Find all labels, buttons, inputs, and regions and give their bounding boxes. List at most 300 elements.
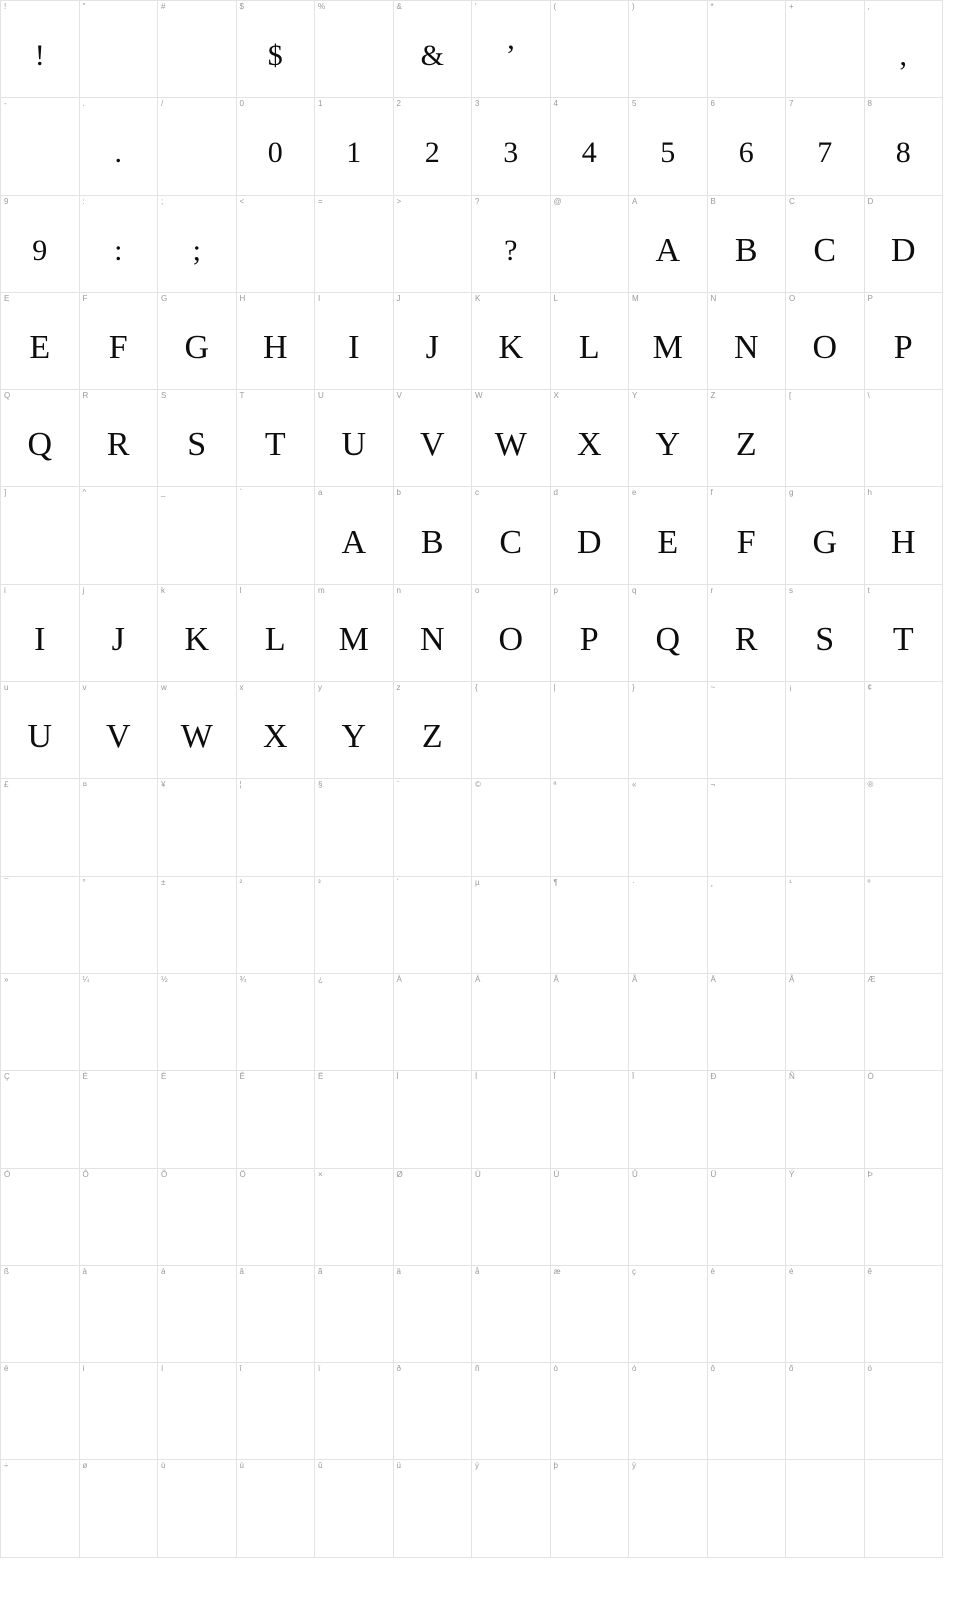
glyph-preview <box>237 487 315 583</box>
glyph-preview: H <box>262 329 288 367</box>
glyph-cell[interactable] <box>158 1266 237 1363</box>
glyph-cell[interactable] <box>315 293 394 390</box>
glyph-cell[interactable] <box>786 1363 865 1460</box>
glyph-cell[interactable] <box>394 1 473 98</box>
glyph-preview: 2 <box>424 136 440 170</box>
glyph-preview <box>551 1266 629 1362</box>
glyph-code-label: 3 <box>475 99 480 109</box>
glyph-code-label: ß <box>4 1266 9 1276</box>
glyph-cell[interactable] <box>472 390 551 487</box>
glyph-code-label: ë <box>4 1364 9 1374</box>
glyph-cell[interactable] <box>472 585 551 682</box>
glyph-code-label: E <box>4 293 10 303</box>
glyph-cell[interactable] <box>315 974 394 1071</box>
glyph-cell[interactable] <box>394 974 473 1071</box>
glyph-code-label: g <box>789 488 794 498</box>
glyph-cell[interactable] <box>315 487 394 584</box>
glyph-cell[interactable] <box>80 390 159 487</box>
glyph-cell[interactable] <box>80 98 159 195</box>
glyph-cell[interactable] <box>158 487 237 584</box>
glyph-cell[interactable] <box>865 1460 944 1557</box>
glyph-cell[interactable] <box>394 682 473 779</box>
glyph-code-label: 0 <box>239 99 244 109</box>
glyph-cell[interactable] <box>708 1169 787 1266</box>
glyph-cell[interactable] <box>394 293 473 390</box>
glyph-cell[interactable] <box>315 1 394 98</box>
glyph-cell[interactable] <box>865 1363 944 1460</box>
glyph-preview: N <box>733 329 759 367</box>
glyph-cell[interactable] <box>551 1363 630 1460</box>
glyph-cell[interactable] <box>865 293 944 390</box>
glyph-cell[interactable] <box>158 779 237 876</box>
glyph-code-label: À <box>396 974 402 984</box>
glyph-cell[interactable] <box>786 974 865 1071</box>
glyph-cell[interactable] <box>394 1169 473 1266</box>
glyph-cell[interactable] <box>865 779 944 876</box>
glyph-cell[interactable] <box>708 1 787 98</box>
glyph-cell[interactable] <box>1 390 80 487</box>
glyph-cell[interactable] <box>786 1266 865 1363</box>
glyph-cell[interactable] <box>472 877 551 974</box>
glyph-cell[interactable] <box>394 487 473 584</box>
glyph-cell[interactable] <box>394 1266 473 1363</box>
glyph-preview <box>80 1363 158 1459</box>
glyph-preview <box>865 877 943 973</box>
glyph-cell[interactable] <box>865 1266 944 1363</box>
glyph-cell[interactable] <box>1 974 80 1071</box>
glyph-cell[interactable] <box>315 1169 394 1266</box>
glyph-cell[interactable] <box>394 1460 473 1557</box>
glyph-cell[interactable] <box>551 877 630 974</box>
glyph-preview: K <box>184 620 210 658</box>
glyph-cell[interactable] <box>472 682 551 779</box>
glyph-cell[interactable] <box>1 1169 80 1266</box>
glyph-preview <box>629 877 707 973</box>
glyph-cell[interactable] <box>786 1071 865 1168</box>
glyph-cell[interactable] <box>551 779 630 876</box>
glyph-cell[interactable] <box>629 1 708 98</box>
glyph-code-label: C <box>789 196 795 206</box>
glyph-preview <box>237 196 315 292</box>
glyph-code-label: J <box>396 293 401 303</box>
glyph-code-label: q <box>632 585 637 595</box>
glyph-code-label: ¯ <box>4 877 9 887</box>
glyph-preview: T <box>892 620 914 658</box>
glyph-preview: , <box>899 39 907 73</box>
glyph-cell[interactable] <box>315 1266 394 1363</box>
glyph-code-label: 8 <box>867 99 872 109</box>
glyph-preview: W <box>494 426 527 464</box>
glyph-preview <box>786 1460 864 1556</box>
glyph-preview: L <box>578 329 600 367</box>
glyph-cell[interactable] <box>394 98 473 195</box>
glyph-cell[interactable] <box>1 293 80 390</box>
glyph-code-label: G <box>161 293 168 303</box>
glyph-code-label: í <box>161 1364 164 1374</box>
glyph-preview <box>551 1460 629 1556</box>
glyph-cell[interactable] <box>786 390 865 487</box>
glyph-cell[interactable] <box>708 293 787 390</box>
glyph-preview: Z <box>421 718 443 756</box>
glyph-cell[interactable] <box>629 877 708 974</box>
glyph-code-label: l <box>239 585 242 595</box>
glyph-cell[interactable] <box>551 196 630 293</box>
glyph-preview <box>315 974 393 1070</box>
glyph-cell[interactable] <box>80 585 159 682</box>
glyph-code-label: ü <box>396 1461 401 1471</box>
glyph-cell[interactable] <box>80 293 159 390</box>
glyph-cell[interactable] <box>394 1071 473 1168</box>
glyph-cell[interactable] <box>629 1363 708 1460</box>
glyph-cell[interactable] <box>237 974 316 1071</box>
glyph-preview: P <box>893 329 913 367</box>
glyph-cell[interactable] <box>472 196 551 293</box>
glyph-cell[interactable] <box>158 1460 237 1557</box>
glyph-cell[interactable] <box>551 585 630 682</box>
glyph-cell[interactable] <box>80 1266 159 1363</box>
glyph-cell[interactable] <box>158 682 237 779</box>
glyph-code-label: V <box>396 391 402 401</box>
glyph-cell[interactable] <box>394 1363 473 1460</box>
glyph-preview <box>158 1 236 97</box>
glyph-cell[interactable] <box>708 1071 787 1168</box>
glyph-preview <box>80 974 158 1070</box>
glyph-cell[interactable] <box>158 390 237 487</box>
glyph-cell[interactable] <box>237 779 316 876</box>
glyph-cell[interactable] <box>394 585 473 682</box>
glyph-cell[interactable] <box>708 390 787 487</box>
glyph-cell[interactable] <box>315 877 394 974</box>
glyph-code-label: P <box>867 293 873 303</box>
glyph-code-label: Þ <box>867 1169 873 1179</box>
glyph-cell[interactable] <box>394 877 473 974</box>
glyph-cell[interactable] <box>1 779 80 876</box>
glyph-code-label: [ <box>789 391 792 401</box>
glyph-cell[interactable] <box>786 98 865 195</box>
glyph-cell[interactable] <box>629 293 708 390</box>
glyph-cell[interactable] <box>158 974 237 1071</box>
glyph-cell[interactable] <box>158 1363 237 1460</box>
glyph-cell[interactable] <box>708 779 787 876</box>
glyph-preview: N <box>419 620 445 658</box>
glyph-preview: O <box>812 329 838 367</box>
glyph-cell[interactable] <box>315 1460 394 1557</box>
glyph-cell[interactable] <box>237 1 316 98</box>
glyph-cell[interactable] <box>80 682 159 779</box>
glyph-code-label: æ <box>553 1266 561 1276</box>
glyph-cell[interactable] <box>80 877 159 974</box>
glyph-cell[interactable] <box>1 487 80 584</box>
glyph-cell[interactable] <box>80 487 159 584</box>
glyph-code-label: R <box>82 391 89 401</box>
glyph-cell[interactable] <box>708 682 787 779</box>
glyph-preview: . <box>114 136 122 170</box>
glyph-cell[interactable] <box>786 1460 865 1557</box>
glyph-cell[interactable] <box>1 1 80 98</box>
glyph-cell[interactable] <box>237 1460 316 1557</box>
glyph-cell[interactable] <box>629 390 708 487</box>
glyph-code-label: 9 <box>4 196 9 206</box>
glyph-preview: B <box>420 523 444 561</box>
glyph-code-label: B <box>710 196 716 206</box>
glyph-code-label: t <box>867 585 870 595</box>
glyph-cell[interactable] <box>629 779 708 876</box>
glyph-cell[interactable] <box>629 585 708 682</box>
glyph-cell[interactable] <box>551 98 630 195</box>
glyph-cell[interactable] <box>1 1071 80 1168</box>
glyph-code-label: ¡ <box>789 683 792 693</box>
glyph-cell[interactable] <box>708 98 787 195</box>
glyph-code-label: d <box>553 488 558 498</box>
glyph-cell[interactable] <box>708 585 787 682</box>
glyph-cell[interactable] <box>315 682 394 779</box>
glyph-cell[interactable] <box>237 1363 316 1460</box>
glyph-code-label: Ë <box>318 1072 324 1082</box>
glyph-cell[interactable] <box>1 1363 80 1460</box>
glyph-code-label: Á <box>475 974 481 984</box>
glyph-cell[interactable] <box>708 877 787 974</box>
glyph-cell[interactable] <box>1 196 80 293</box>
glyph-code-label: ° <box>82 877 86 887</box>
glyph-cell[interactable] <box>1 877 80 974</box>
glyph-cell[interactable] <box>472 974 551 1071</box>
glyph-preview <box>394 1266 472 1362</box>
glyph-cell[interactable] <box>865 1169 944 1266</box>
glyph-cell[interactable] <box>708 974 787 1071</box>
glyph-cell[interactable] <box>629 1460 708 1557</box>
glyph-cell[interactable] <box>551 1071 630 1168</box>
glyph-cell[interactable] <box>315 390 394 487</box>
glyph-cell[interactable] <box>786 779 865 876</box>
glyph-preview <box>315 1071 393 1167</box>
glyph-cell[interactable] <box>80 1363 159 1460</box>
glyph-cell[interactable] <box>708 1460 787 1557</box>
glyph-cell[interactable] <box>551 1 630 98</box>
glyph-preview <box>865 779 943 875</box>
glyph-code-label: < <box>239 196 245 206</box>
glyph-preview: P <box>579 620 599 658</box>
glyph-code-label: £ <box>4 780 9 790</box>
glyph-code-label: ç <box>632 1266 636 1276</box>
glyph-preview: 5 <box>660 136 676 170</box>
glyph-preview: 4 <box>581 136 597 170</box>
glyph-cell[interactable] <box>158 1169 237 1266</box>
glyph-cell[interactable] <box>551 390 630 487</box>
glyph-preview <box>865 1071 943 1167</box>
glyph-cell[interactable] <box>315 1363 394 1460</box>
glyph-preview <box>708 1460 786 1556</box>
glyph-cell[interactable] <box>394 390 473 487</box>
glyph-code-label: x <box>239 683 244 693</box>
glyph-code-label: ² <box>239 877 243 887</box>
glyph-cell[interactable] <box>865 1071 944 1168</box>
glyph-cell[interactable] <box>237 1169 316 1266</box>
glyph-cell[interactable] <box>786 1169 865 1266</box>
glyph-cell[interactable] <box>394 779 473 876</box>
glyph-cell[interactable] <box>237 682 316 779</box>
glyph-preview <box>315 1266 393 1362</box>
glyph-cell[interactable] <box>708 1266 787 1363</box>
glyph-cell[interactable] <box>629 974 708 1071</box>
glyph-cell[interactable] <box>865 974 944 1071</box>
glyph-code-label: ã <box>318 1266 323 1276</box>
glyph-cell[interactable] <box>158 1 237 98</box>
glyph-cell[interactable] <box>786 196 865 293</box>
glyph-cell[interactable] <box>551 293 630 390</box>
glyph-cell[interactable] <box>865 390 944 487</box>
glyph-cell[interactable] <box>237 877 316 974</box>
glyph-cell[interactable] <box>708 487 787 584</box>
glyph-cell[interactable] <box>1 98 80 195</box>
glyph-preview: Q <box>655 620 681 658</box>
glyph-code-label: ) <box>632 2 635 11</box>
glyph-cell[interactable] <box>1 585 80 682</box>
glyph-code-label: z <box>396 683 401 693</box>
glyph-preview <box>394 974 472 1070</box>
glyph-cell[interactable] <box>237 98 316 195</box>
glyph-cell[interactable] <box>472 1169 551 1266</box>
glyph-code-label: i <box>4 585 6 595</box>
glyph-cell[interactable] <box>315 1071 394 1168</box>
glyph-cell[interactable] <box>472 293 551 390</box>
glyph-cell[interactable] <box>80 1 159 98</box>
glyph-preview: F <box>108 329 128 367</box>
glyph-cell[interactable] <box>786 585 865 682</box>
glyph-code-label: X <box>553 391 559 401</box>
glyph-code-label: × <box>318 1169 323 1179</box>
glyph-cell[interactable] <box>158 877 237 974</box>
glyph-code-label: ª <box>553 780 557 790</box>
glyph-preview <box>158 98 236 194</box>
glyph-cell[interactable] <box>786 487 865 584</box>
glyph-preview: ’ <box>505 39 516 73</box>
glyph-cell[interactable] <box>315 779 394 876</box>
glyph-cell[interactable] <box>1 682 80 779</box>
glyph-preview <box>865 390 943 486</box>
glyph-cell[interactable] <box>472 98 551 195</box>
glyph-code-label: ý <box>475 1461 479 1471</box>
glyph-preview <box>551 196 629 292</box>
glyph-cell[interactable] <box>80 779 159 876</box>
glyph-cell[interactable] <box>237 390 316 487</box>
glyph-cell[interactable] <box>551 974 630 1071</box>
glyph-cell[interactable] <box>158 98 237 195</box>
glyph-preview <box>394 877 472 973</box>
glyph-cell[interactable] <box>472 1363 551 1460</box>
glyph-cell[interactable] <box>1 1266 80 1363</box>
glyph-cell[interactable] <box>315 585 394 682</box>
glyph-preview: ! <box>34 39 45 73</box>
glyph-cell[interactable] <box>237 487 316 584</box>
glyph-code-label: ô <box>710 1364 715 1374</box>
glyph-cell[interactable] <box>551 1460 630 1557</box>
glyph-code-label: Ò <box>867 1072 874 1082</box>
glyph-preview <box>551 1071 629 1167</box>
glyph-cell[interactable] <box>629 487 708 584</box>
glyph-cell[interactable] <box>80 974 159 1071</box>
glyph-cell[interactable] <box>786 293 865 390</box>
glyph-cell[interactable] <box>80 196 159 293</box>
glyph-cell[interactable] <box>865 196 944 293</box>
glyph-code-label: ] <box>4 488 7 498</box>
glyph-cell[interactable] <box>629 98 708 195</box>
glyph-cell[interactable] <box>80 1169 159 1266</box>
glyph-cell[interactable] <box>315 98 394 195</box>
glyph-cell[interactable] <box>551 1169 630 1266</box>
glyph-cell[interactable] <box>865 487 944 584</box>
glyph-cell[interactable] <box>865 98 944 195</box>
glyph-cell[interactable] <box>1 1460 80 1557</box>
glyph-cell[interactable] <box>786 1 865 98</box>
glyph-cell[interactable] <box>237 585 316 682</box>
glyph-cell[interactable] <box>472 1460 551 1557</box>
glyph-cell[interactable] <box>865 877 944 974</box>
glyph-cell[interactable] <box>629 1266 708 1363</box>
glyph-cell[interactable] <box>472 1 551 98</box>
glyph-cell[interactable] <box>865 1 944 98</box>
glyph-code-label: T <box>239 391 245 401</box>
glyph-code-label: ¹ <box>789 877 792 887</box>
glyph-cell[interactable] <box>551 487 630 584</box>
glyph-cell[interactable] <box>158 293 237 390</box>
glyph-preview <box>865 1460 943 1556</box>
glyph-cell[interactable] <box>472 779 551 876</box>
glyph-cell[interactable] <box>786 877 865 974</box>
glyph-preview <box>80 1460 158 1556</box>
glyph-preview <box>237 779 315 875</box>
glyph-cell[interactable] <box>629 1071 708 1168</box>
glyph-cell[interactable] <box>629 196 708 293</box>
glyph-cell[interactable] <box>472 487 551 584</box>
glyph-cell[interactable] <box>786 682 865 779</box>
glyph-code-label: þ <box>553 1461 558 1471</box>
glyph-cell[interactable] <box>237 1071 316 1168</box>
glyph-cell[interactable] <box>708 196 787 293</box>
glyph-cell[interactable] <box>158 1071 237 1168</box>
glyph-cell[interactable] <box>865 585 944 682</box>
glyph-preview <box>708 1169 786 1265</box>
glyph-cell[interactable] <box>551 1266 630 1363</box>
glyph-preview <box>394 1071 472 1167</box>
glyph-cell[interactable] <box>158 585 237 682</box>
glyph-cell[interactable] <box>237 1266 316 1363</box>
glyph-code-label: v <box>82 683 87 693</box>
glyph-cell[interactable] <box>551 682 630 779</box>
glyph-preview <box>315 1 393 97</box>
glyph-preview: & <box>420 39 444 73</box>
glyph-code-label: ? <box>475 196 480 206</box>
glyph-cell[interactable] <box>158 196 237 293</box>
glyph-preview <box>1 1071 79 1167</box>
glyph-cell[interactable] <box>237 293 316 390</box>
glyph-cell[interactable] <box>80 1071 159 1168</box>
glyph-code-label: } <box>632 683 635 693</box>
glyph-cell[interactable] <box>472 1071 551 1168</box>
glyph-cell[interactable] <box>629 1169 708 1266</box>
glyph-cell[interactable] <box>315 196 394 293</box>
glyph-cell[interactable] <box>629 682 708 779</box>
glyph-code-label: > <box>396 196 402 206</box>
glyph-cell[interactable] <box>237 196 316 293</box>
glyph-code-label: ® <box>867 780 874 790</box>
glyph-cell[interactable] <box>865 682 944 779</box>
glyph-code-label: H <box>239 293 246 303</box>
glyph-cell[interactable] <box>394 196 473 293</box>
glyph-cell[interactable] <box>472 1266 551 1363</box>
glyph-code-label: W <box>475 391 483 401</box>
glyph-cell[interactable] <box>80 1460 159 1557</box>
glyph-cell[interactable] <box>708 1363 787 1460</box>
